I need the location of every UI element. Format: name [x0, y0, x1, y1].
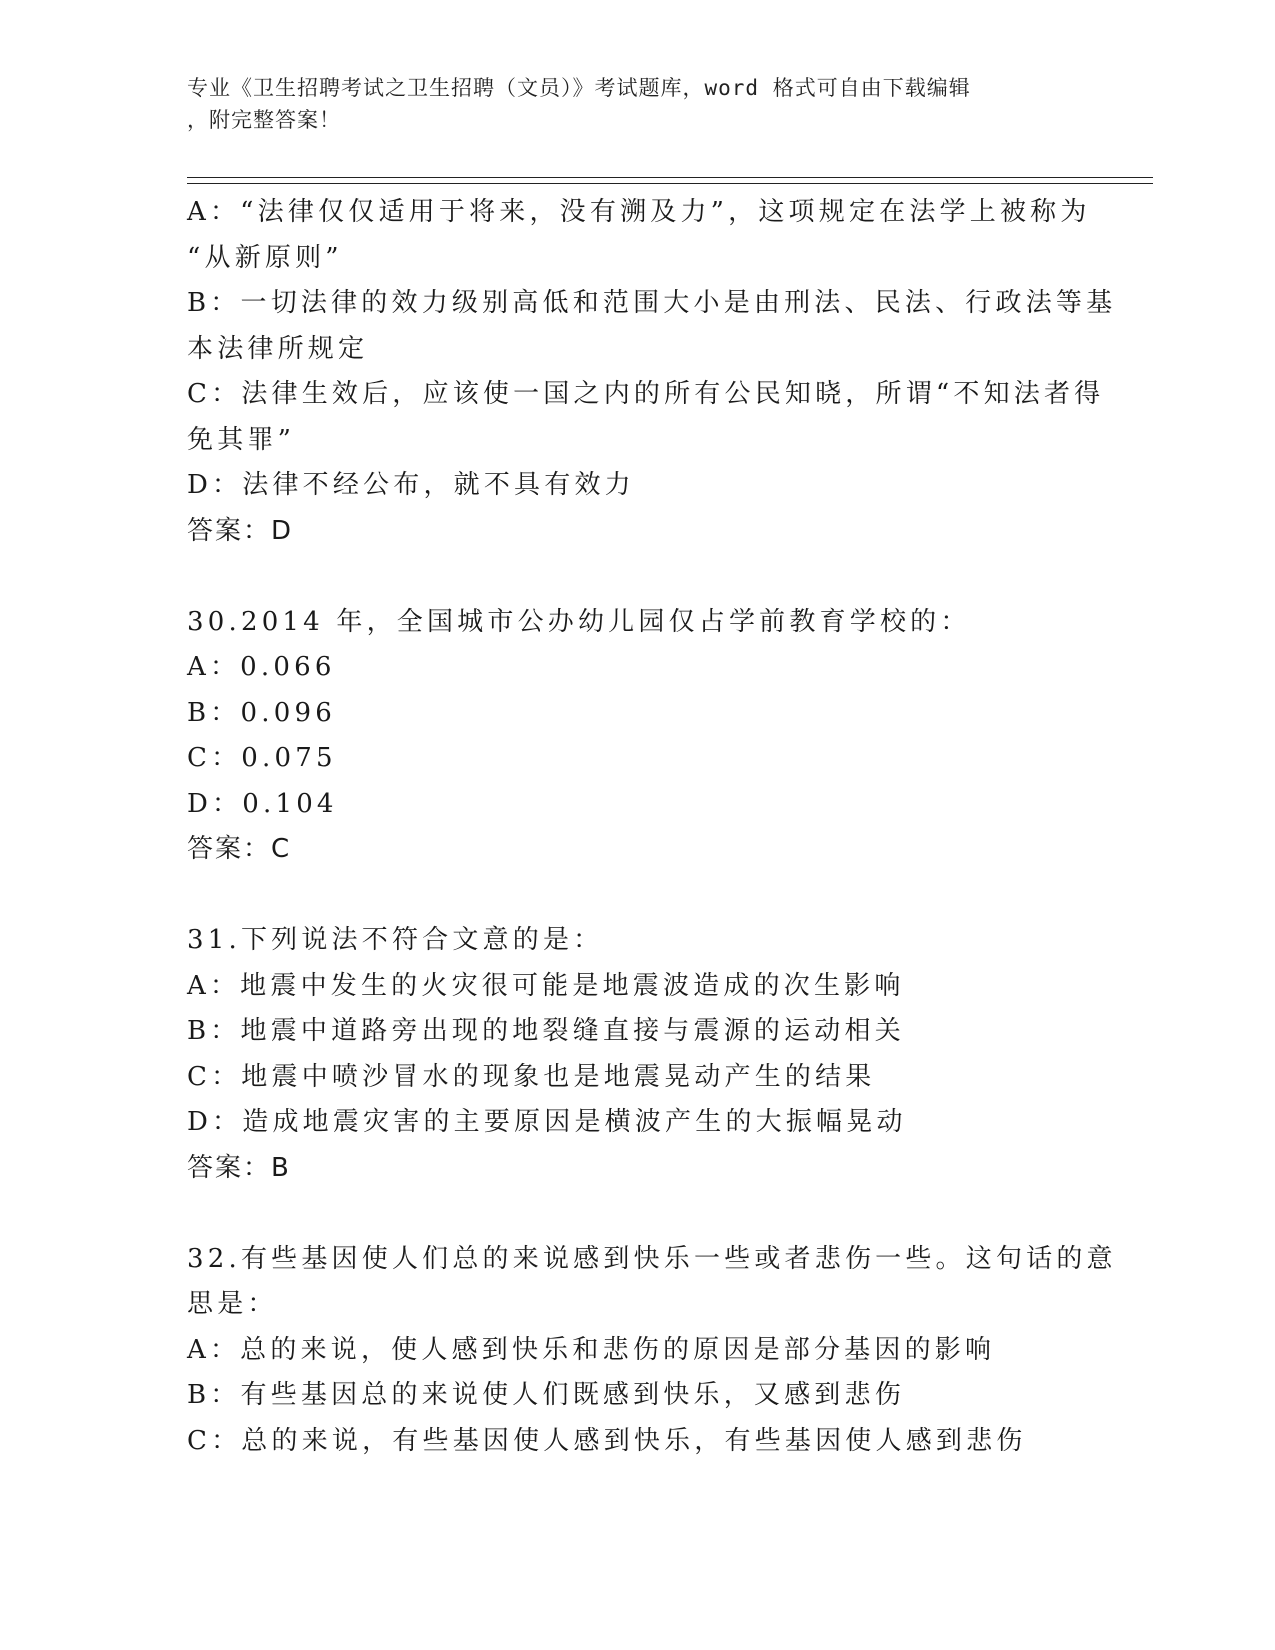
question-stem: 30.2014 年，全国城市公办幼儿园仅占学前教育学校的：: [187, 606, 971, 637]
option-b: B：有些基因总的来说使人们既感到快乐，又感到悲伤: [187, 1380, 905, 1410]
question-stem: 31.下列说法不符合文意的是：: [187, 925, 604, 955]
question-29: [187, 190, 1117, 554]
header-divider-bottom: [187, 183, 1153, 184]
question-stem-line-1: 32.有些基因使人们总的来说感到快乐一些或者悲伤一些。这句话的意: [187, 1243, 1117, 1274]
header-divider-top: [187, 177, 1153, 178]
spacer: [187, 554, 1077, 600]
option-c-line-1: C：法律生效后，应该使一国之内的所有公民知晓，所谓“不知法者得: [187, 379, 1105, 409]
spacer: [187, 873, 1077, 919]
header-line-2: ，附完整答案！: [187, 108, 341, 132]
option-b: B：地震中道路旁出现的地裂缝直接与震源的运动相关: [187, 1016, 905, 1046]
option-d: D：造成地震灾害的主要原因是横波产生的大振幅晃动: [187, 1107, 907, 1137]
header-line-1: 专业《卫生招聘考试之卫生招聘（文员）》考试题库，word 格式可自由下载编辑: [187, 76, 971, 100]
option-c-line-2: 免其罪”: [187, 424, 296, 455]
option-a-line-1: A：“法律仅仅适用于将来，没有溯及力”，这项规定在法学上被称为: [187, 197, 1091, 227]
question-stem-line-2: 思是：: [187, 1289, 278, 1319]
option-b-line-1: B：一切法律的效力级别高低和范围大小是由刑法、民法、行政法等基: [187, 288, 1117, 318]
document-body: [187, 190, 1117, 1464]
option-a: A：0.066: [187, 652, 336, 682]
option-a-line-2: “从新原则”: [187, 242, 343, 273]
question-30: [187, 600, 1077, 873]
spacer: [187, 1191, 1077, 1237]
option-a: A：总的来说，使人感到快乐和悲伤的原因是部分基因的影响: [187, 1334, 996, 1365]
question-32: [187, 1237, 1117, 1465]
document-header: [187, 72, 1067, 136]
option-d: D：法律不经公布，就不具有效力: [187, 470, 635, 500]
answer: 答案：B: [187, 1152, 291, 1183]
option-c: C：总的来说，有些基因使人感到快乐，有些基因使人感到悲伤: [187, 1425, 1027, 1456]
option-d: D：0.104: [187, 788, 338, 819]
answer: 答案：C: [187, 834, 292, 864]
answer: 答案：D: [187, 515, 294, 546]
option-c: C：地震中喷沙冒水的现象也是地震晃动产生的结果: [187, 1061, 876, 1092]
question-31: [187, 918, 1077, 1191]
option-b: B：0.096: [187, 697, 336, 728]
option-a: A：地震中发生的火灾很可能是地震波造成的次生影响: [187, 970, 905, 1001]
option-c: C：0.075: [187, 743, 337, 773]
option-b-line-2: 本法律所规定: [187, 333, 369, 364]
